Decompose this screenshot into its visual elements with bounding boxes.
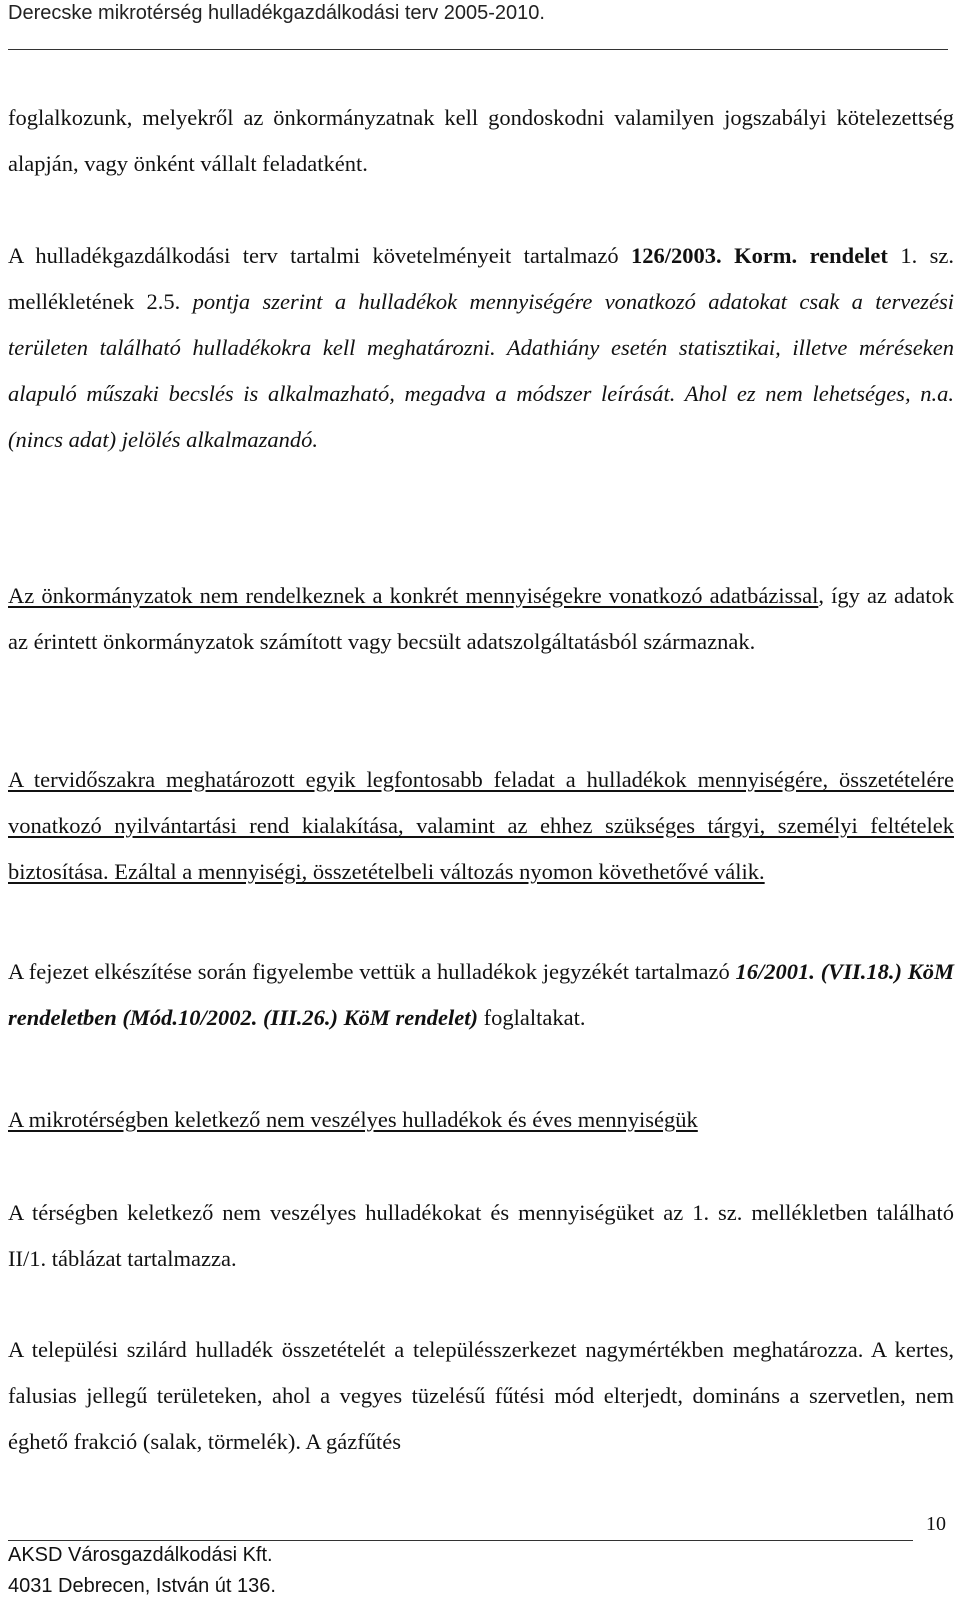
paragraph-plan-requirements bbox=[8, 233, 954, 463]
running-header: Derecske mikrotérség hulladékgazdálkodási terv 2005-2010. bbox=[8, 2, 545, 24]
p2-text-italic: pontja szerint a hulladékok mennyiségére vonatkozó adatokat csak a tervezési területen található hulladékokra kell meghatározni. Adathiány esetén statisztikai, illetve méréseken alapuló műszaki becslés is alkalmazható, megadva a módszer leírását. Ahol ez nem lehetséges, n.a. (nincs adat) jelölés alkalmazandó. bbox=[8, 289, 954, 452]
p5-text-start: A fejezet elkészítése során figyelembe vettük a hulladékok jegyzékét tartalmazó bbox=[8, 959, 736, 984]
paragraph-key-task: A tervidőszakra meghatározott egyik legfontosabb feladat a hulladékok mennyiségére, összetételére vonatkozó nyilvántartási rend kialakítása, valamint az ehhez szükséges tárgyi, személyi feltételek biztosítása. Ezáltal a mennyiségi, összetételbeli változás nyomon követhetővé válik. bbox=[8, 767, 954, 884]
kom-regulation-reference: 16/2001. (VII.18.) KöM rendeletben (Mód.10/2002. (III.26.) KöM rendelet) bbox=[8, 959, 954, 1030]
p2-text-start: A hulladékgazdálkodási terv tartalmi követelményeit tartalmazó bbox=[8, 243, 632, 268]
paragraph-table-reference: A térségben keletkező nem veszélyes hulladékokat és mennyiségüket az 1. sz. mellékletben található II/1. táblázat tartalmazza. bbox=[8, 1200, 954, 1271]
footer-divider bbox=[8, 1540, 913, 1541]
p3-text: , így az adatok az érintett önkormányzatok számított vagy becsült adatszolgáltatásból származnak. bbox=[8, 583, 954, 654]
footer-company: AKSD Városgazdálkodási Kft. bbox=[8, 1544, 273, 1566]
p2-text-middle: 1. sz. mellékletének 2.5. bbox=[8, 243, 954, 314]
paragraph-database bbox=[8, 573, 954, 665]
section-heading: A mikrotérségben keletkező nem veszélyes hulladékok és éves mennyiségük bbox=[8, 1107, 698, 1132]
paragraph-chapter-basis bbox=[8, 949, 954, 1041]
header-divider bbox=[8, 49, 948, 50]
paragraph-waste-composition: A települési szilárd hulladék összetételét a településszerkezet nagymértékben meghatározza. A kertes, falusias jellegű területeken, ahol a vegyes tüzelésű fűtési mód elterjedt, domináns a szervetlen, nem éghető frakció (salak, törmelék). A gázfűtés bbox=[8, 1337, 954, 1454]
paragraph-obligations: foglalkozunk, melyekről az önkormányzatnak kell gondoskodni valamilyen jogszabályi kötelezettség alapján, vagy önként vállalt feladatként. bbox=[8, 105, 954, 176]
p5-text-end: foglaltakat. bbox=[477, 1005, 586, 1030]
footer-address: 4031 Debrecen, István út 136. bbox=[8, 1575, 276, 1597]
p3-underlined: Az önkormányzatok nem rendelkeznek a konkrét mennyiségekre vonatkozó adatbázissal bbox=[8, 583, 819, 608]
regulation-reference: 126/2003. Korm. rendelet bbox=[631, 243, 888, 268]
page-number: 10 bbox=[926, 1513, 946, 1535]
